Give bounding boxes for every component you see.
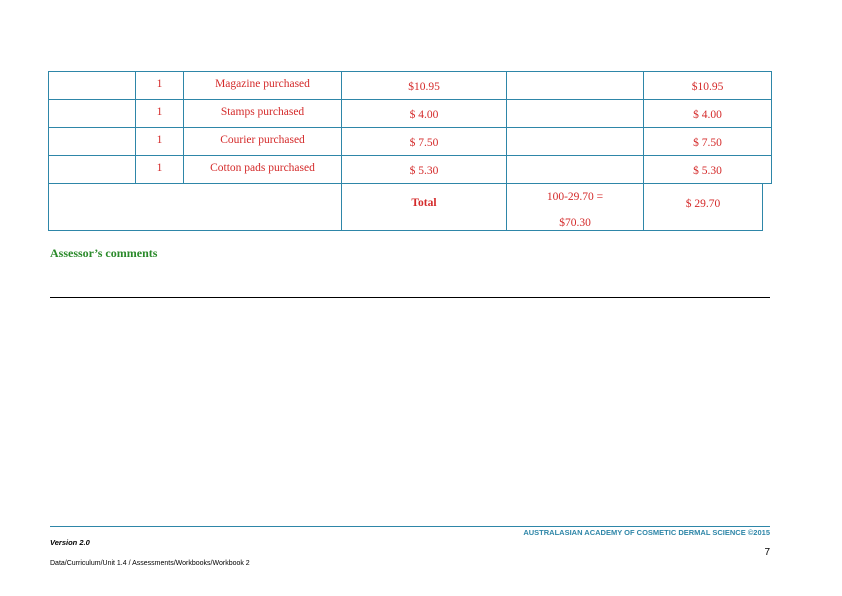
change-calc-line2: $70.30	[559, 217, 591, 229]
table-cell-item	[183, 155, 342, 184]
change-calculation-cell	[506, 183, 644, 231]
price-text: $ 7.50	[409, 137, 439, 149]
table-cell-change	[506, 99, 644, 128]
grand-total-cell	[643, 183, 763, 231]
table-cell-item	[183, 71, 342, 100]
table-cell-price	[341, 127, 507, 156]
item-text: Magazine purchased	[215, 78, 310, 90]
price-text: $ 4.00	[409, 109, 439, 121]
footer-file-path: Data/Curriculum/Unit 1.4 / Assessments/Workbooks/Workbook 2	[50, 560, 250, 567]
table-cell-qty	[135, 99, 184, 128]
table-cell-blank	[48, 155, 136, 184]
price-text: $10.95	[408, 81, 440, 93]
table-cell-qty	[135, 71, 184, 100]
page-number: 7	[764, 547, 770, 558]
change-calc-line1: 100-29.70 =	[546, 191, 604, 203]
total-text: $10.95	[691, 81, 724, 93]
total-row-blank	[48, 183, 342, 231]
table-cell-change	[506, 155, 644, 184]
table-cell-change	[506, 71, 644, 100]
item-text: Courier purchased	[220, 134, 305, 146]
table-cell-blank	[48, 127, 136, 156]
table-cell-item	[183, 99, 342, 128]
table-cell-price	[341, 99, 507, 128]
total-text: $ 7.50	[693, 137, 722, 149]
price-text: $ 5.30	[409, 165, 439, 177]
table-cell-qty	[135, 155, 184, 184]
qty-text: 1	[156, 106, 163, 118]
table-cell-total	[643, 127, 772, 156]
qty-text: 1	[156, 134, 163, 146]
item-text: Stamps purchased	[220, 106, 305, 118]
item-text: Cotton pads purchased	[210, 162, 315, 174]
table-cell-price	[341, 155, 507, 184]
footer-version: Version 2.0	[50, 538, 90, 547]
comments-divider	[50, 297, 770, 298]
table-cell-item	[183, 127, 342, 156]
qty-text: 1	[156, 162, 163, 174]
table-cell-price	[341, 71, 507, 100]
table-cell-blank	[48, 99, 136, 128]
table-cell-total	[643, 155, 772, 184]
total-text: $ 4.00	[693, 109, 722, 121]
total-label-cell	[341, 183, 507, 231]
total-text: $ 5.30	[693, 165, 722, 177]
qty-text: 1	[156, 78, 163, 90]
table-cell-total	[643, 99, 772, 128]
footer-divider	[50, 526, 770, 527]
grand-total-text: $ 29.70	[685, 198, 721, 210]
table-cell-qty	[135, 127, 184, 156]
footer-organization: AUSTRALASIAN ACADEMY OF COSMETIC DERMAL SCIENCE ©2015	[523, 528, 770, 537]
table-cell-blank	[48, 71, 136, 100]
total-label: Total	[411, 197, 437, 209]
table-cell-total	[643, 71, 772, 100]
table-cell-change	[506, 127, 644, 156]
assessor-comments-heading: Assessor’s comments	[50, 246, 158, 260]
